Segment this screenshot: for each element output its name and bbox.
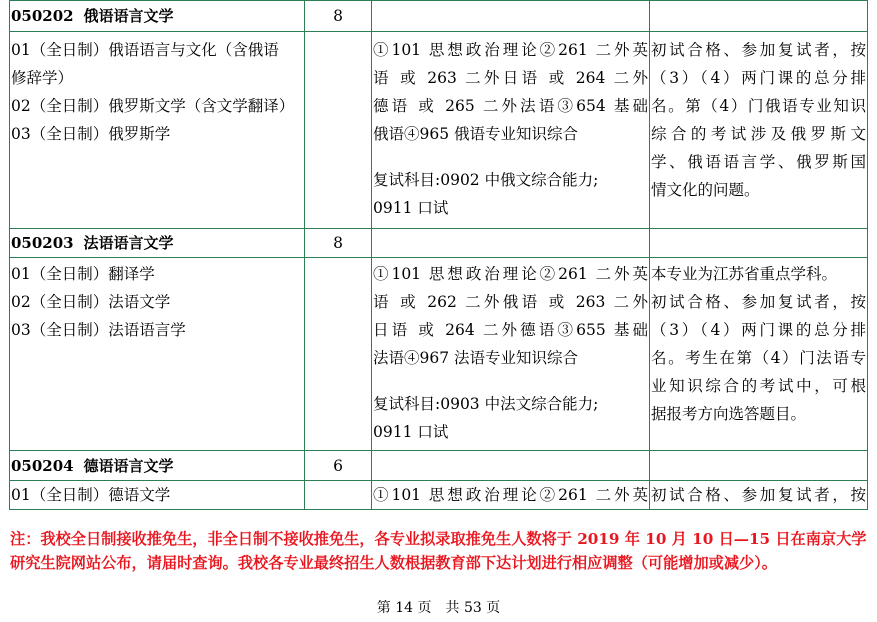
remark-line: 业知识综合的考试中，可根	[651, 377, 866, 395]
major-name: 法语语言文学	[83, 234, 174, 252]
exam-line: 德语 或 265 二外法语③654 基础	[373, 97, 648, 115]
direction-item: 03（全日制）俄罗斯学	[11, 125, 171, 143]
major-title-cell	[10, 1, 305, 32]
exam-subjects	[372, 258, 650, 451]
direction-item: 修辞学）	[11, 69, 74, 87]
remark-line: 名。第（4）门俄语专业知识	[651, 97, 866, 115]
exam-subjects	[372, 481, 650, 510]
retest-line: 0911 口试	[373, 199, 449, 217]
empty-cell	[305, 481, 372, 510]
exam-subjects	[372, 32, 650, 229]
major-detail-row	[10, 481, 868, 510]
direction-item: 01（全日制）翻译学	[11, 265, 155, 283]
remarks	[650, 258, 868, 451]
major-title-cell	[10, 229, 305, 258]
remark-line: 初试合格、参加复试者，按	[651, 41, 866, 59]
major-detail-row	[10, 258, 868, 451]
exam-line: ①101 思想政治理论②261 二外英	[373, 486, 648, 504]
exam-line: 日语 或 264 二外德语③655 基础	[373, 321, 648, 339]
direction-item: 03（全日制）法语语言学	[11, 321, 186, 339]
major-code: 050204	[11, 456, 74, 475]
exam-line: 语 或 262 二外俄语 或 263 二外	[373, 293, 648, 311]
remark-line: （3）（4）两门课的总分排	[651, 69, 866, 87]
empty-cell	[372, 1, 650, 32]
exam-line: 语 或 263 二外日语 或 264 二外	[373, 69, 648, 87]
exam-line: 俄语④965 俄语专业知识综合	[373, 125, 579, 143]
remark-line: 据报考方向选答题目。	[651, 405, 807, 423]
major-header-row	[10, 451, 868, 481]
exam-line: ①101 思想政治理论②261 二外英	[373, 41, 648, 59]
remark-line: 本专业为江苏省重点学科。	[651, 265, 838, 283]
direction-item: 01（全日制）俄语语言与文化（含俄语	[11, 41, 279, 59]
major-name: 俄语语言文学	[83, 7, 174, 25]
remark-line: 学、俄语语言学、俄罗斯国	[651, 153, 866, 171]
empty-cell	[650, 1, 868, 32]
empty-cell	[305, 32, 372, 229]
empty-cell	[372, 451, 650, 481]
major-header-row	[10, 1, 868, 32]
research-directions	[10, 32, 305, 229]
empty-cell	[305, 258, 372, 451]
direction-item: 02（全日制）法语文学	[11, 293, 171, 311]
page-number: 第 14 页 共 53 页	[376, 600, 501, 616]
remark-line: 名。考生在第（4）门法语专	[651, 349, 866, 367]
remarks	[650, 32, 868, 229]
admissions-table	[9, 0, 868, 510]
retest-line: 0911 口试	[373, 423, 449, 441]
major-detail-row	[10, 32, 868, 229]
enrollment-count: 6	[305, 451, 372, 481]
exam-line: ①101 思想政治理论②261 二外英	[373, 265, 648, 283]
retest-line: 复试科目:0903 中法文综合能力;	[373, 395, 599, 413]
exam-line: 法语④967 法语专业知识综合	[373, 349, 579, 367]
remark-line: 情文化的问题。	[651, 181, 760, 199]
empty-cell	[372, 229, 650, 258]
research-directions	[10, 258, 305, 451]
admission-note: 注：我校全日制接收推免生，非全日制不接收推免生，各专业拟录取推免生人数将于 2019 年 10 月 10 日—15 日在南京大学研究生院网站公布，请届时查询。我校各专业最终招生人数根据教育部下达计划进行相应调整（可能增加或减少）。	[10, 530, 867, 572]
research-directions	[10, 481, 305, 510]
empty-cell	[650, 229, 868, 258]
remarks	[650, 481, 868, 510]
remark-line: 初试合格、参加复试者，按	[651, 486, 866, 504]
major-title-cell	[10, 451, 305, 481]
remark-line: 初试合格、参加复试者，按	[651, 293, 866, 311]
major-name: 德语语言文学	[83, 456, 174, 475]
enrollment-count: 8	[305, 1, 372, 32]
direction-item: 02（全日制）俄罗斯文学（含文学翻译）	[11, 97, 295, 115]
major-code: 050202	[11, 7, 74, 25]
remark-line: 综合的考试涉及俄罗斯文	[651, 125, 866, 143]
major-header-row	[10, 229, 868, 258]
remark-line: （3）（4）两门课的总分排	[651, 321, 866, 339]
enrollment-count: 8	[305, 229, 372, 258]
major-code: 050203	[11, 234, 74, 252]
direction-item: 01（全日制）德语文学	[11, 486, 171, 504]
empty-cell	[650, 451, 868, 481]
retest-line: 复试科目:0902 中俄文综合能力;	[373, 171, 599, 189]
